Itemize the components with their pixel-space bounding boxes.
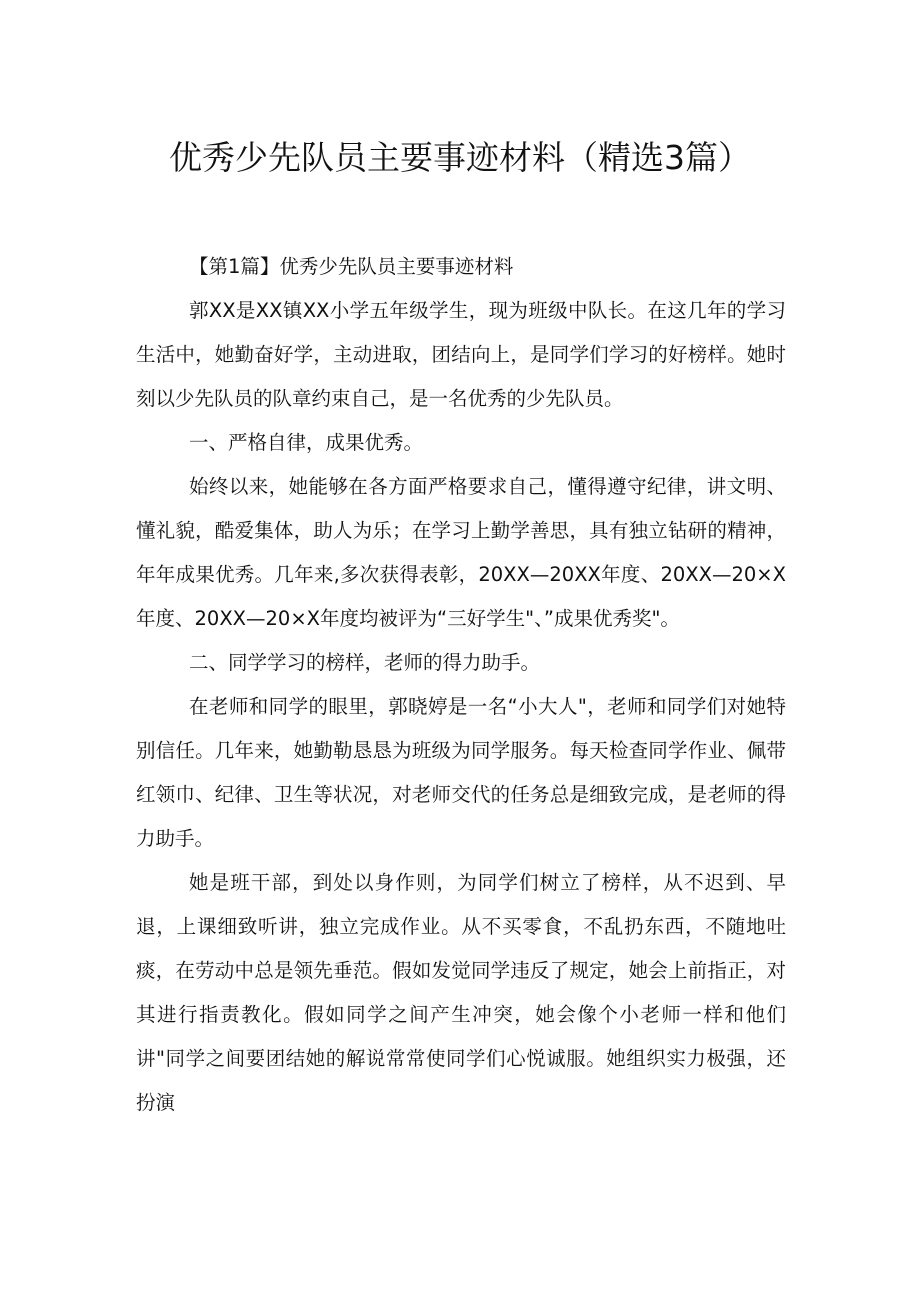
intro-paragraph: 郭XX是XX镇XX小学五年级学生，现为班级中队长。在这几年的学习生活中，她勤奋好学，主动进取，团结向上，是同学们学习的好榜样。她时刻以少先队员的队章约束自己，是一名优秀的少先队员。 — [136, 299, 786, 410]
heading-two: 二、同学学习的榜样，老师的得力助手。 — [189, 651, 541, 674]
section-heading: 【第1篇】优秀少先队员主要事迹材料 — [189, 255, 514, 278]
paragraph-two: 在老师和同学的眼里，郭晓婷是一名“小大人"，老师和同学们对她特别信任。几年来，她勤勒恳恳为班级为同学服务。每天检查同学作业、佩带红领巾、纪律、卫生等状况，对老师交代的任务总是细致完成，是老师的得力助手。 — [136, 695, 786, 850]
paragraph-three: 她是班干部，到处以身作则，为同学们树立了榜样，从不迟到、早退，上课细致听讲，独立完成作业。从不买零食，不乱扔东西，不随地吐痰，在劳动中总是领先垂范。假如发觉同学违反了规定，她会上前指正，对其进行指责教化。假如同学之间产生冲突，她会像个小老师一样和他们讲"同学之间要团结她的解说常常使同学们心悦诚服。她组织实力极强，还扮演 — [136, 871, 786, 1114]
heading-one: 一、严格自律，成果优秀。 — [189, 431, 424, 454]
document-title: 优秀少先队员主要事迹材料（精选3篇） — [169, 138, 751, 177]
paragraph-one: 始终以来，她能够在各方面严格要求自己，懂得遵守纪律，讲文明、懂礼貌，酷爱集体，助人为乐；在学习上勤学善思，具有独立钻研的精神，年年成果优秀。几年来,多次获得表彰，20XX—20XX年度、20XX—20×X年度、20XX—20×X年度均被评为“三好学生"、”成果优秀奖"。 — [136, 475, 786, 630]
document-body — [136, 245, 786, 1125]
